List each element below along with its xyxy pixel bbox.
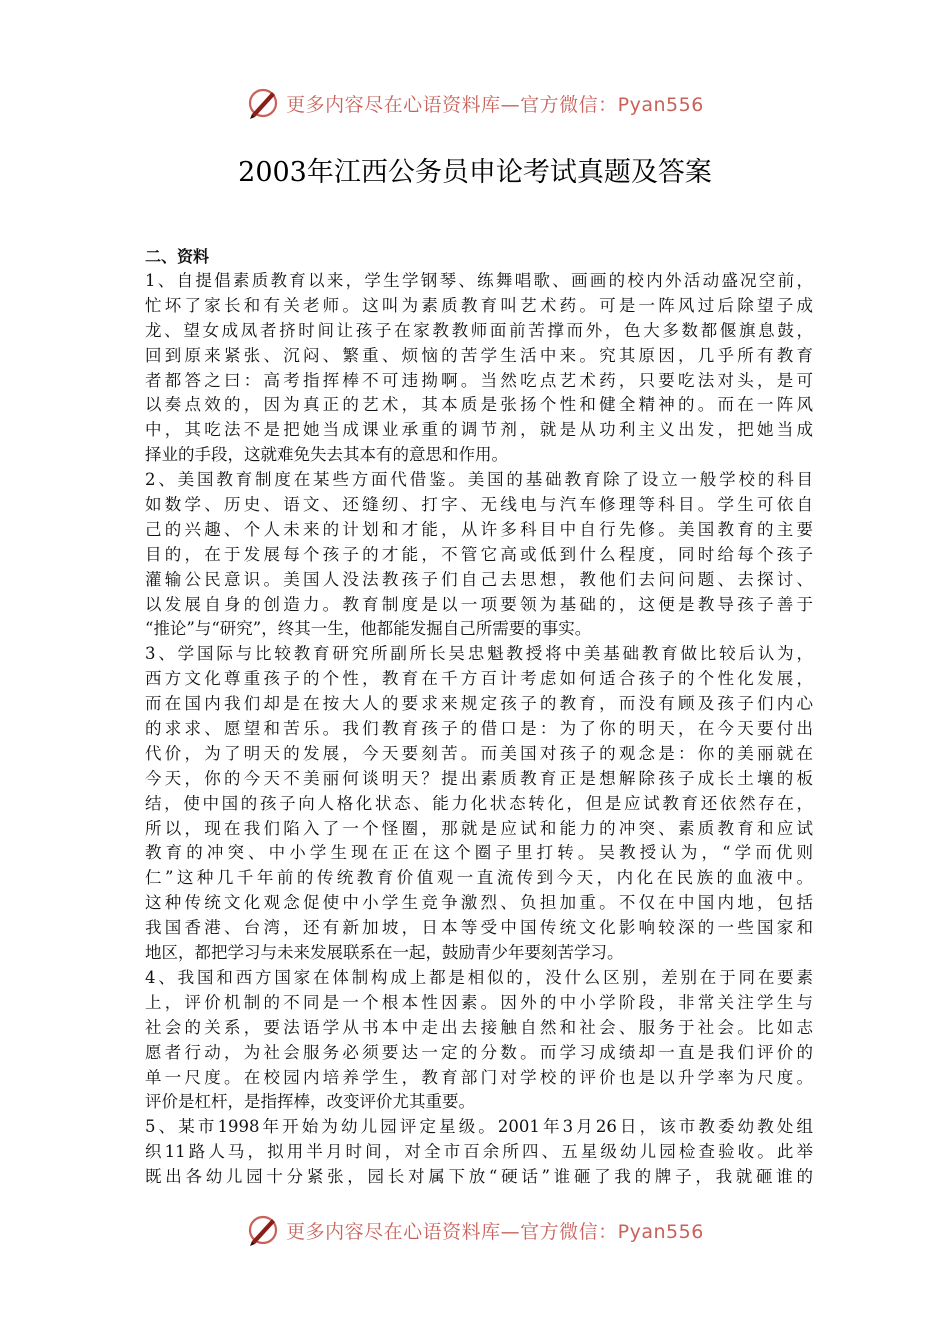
text-line: 既出各幼儿园十分紧张，园长对属下放“硬话”谁砸了我的牌子，我就砸谁的 <box>145 1167 813 1187</box>
pen-logo-icon <box>246 1213 280 1247</box>
text-line: 回到原来紧张、沉闷、繁重、烦恼的苦学生活中来。究其原因，几乎所有教育 <box>145 345 813 365</box>
text-line: 2、美国教育制度在某些方面代借鉴。美国的基础教育除了设立一般学校的科目 <box>145 470 813 490</box>
text-line: 的求求、愿望和苦乐。我们教育孩子的借口是：为了你的明天，在今天要付出 <box>145 719 813 739</box>
text-line: 如数学、历史、语文、还缝纫、打字、无线电与汽车修理等科目。学生可依自 <box>145 495 813 515</box>
header-watermark-banner <box>0 83 950 123</box>
text-line: 织11路人马，拟用半月时间，对全市百余所四、五星级幼儿园检查验收。此举 <box>145 1142 813 1162</box>
text-line: “推论”与“研究”，终其一生，他都能发掘自己所需要的事实。 <box>145 619 592 639</box>
text-line: 代价，为了明天的发展，今天要刻苦。而美国对孩子的观念是：你的美丽就在 <box>145 743 813 763</box>
text-line: 己的兴趣、个人未来的计划和才能，从许多科目中自行先修。美国教育的主要 <box>145 519 813 539</box>
text-line: 3、学国际与比较教育研究所副所长吴忠魁教授将中美基础教育做比较后认为， <box>145 644 813 664</box>
text-line: 我国香港、台湾，还有新加坡，日本等受中国传统文化影响较深的一些国家和 <box>145 918 813 938</box>
section-heading: 二、资料 <box>145 247 210 266</box>
text-line: 者都答之曰：高考指挥棒不可违拗啊。当然吃点艺术药，只要吃法对头，是可 <box>145 370 813 390</box>
text-line: 龙、望女成凤者挤时间让孩子在家教教师面前苦撑而外，色大多数都偃旗息鼓， <box>145 320 813 340</box>
watermark-text: 更多内容尽在心语资料库—官方微信：Pyan556 <box>286 93 704 116</box>
text-line: 社会的关系，要法语学从书本中走出去接触自然和社会、服务于社会。比如志 <box>145 1017 813 1037</box>
text-line: 教育的冲突、中小学生现在正在这个圈子里打转。吴教授认为，“学而优则 <box>145 843 813 863</box>
text-line: 以奏点效的，因为真正的艺术，其本质是张扬个性和健全精神的。而在一阵风 <box>145 395 813 415</box>
text-line: 单一尺度。在校园内培养学生，教育部门对学校的评价也是以升学率为尺度。 <box>145 1067 813 1087</box>
text-line: 所以，现在我们陷入了一个怪圈，那就是应试和能力的冲突、素质教育和应试 <box>145 818 813 838</box>
text-line: 仁”这种几千年前的传统教育价值观一直流传到今天，内化在民族的血液中。 <box>145 868 813 888</box>
text-line: 这种传统文化观念促使中小学生竞争激烈、负担加重。不仅在中国内地，包括 <box>145 893 813 913</box>
text-line: 评价是杠杆，是指挥棒，改变评价尤其重要。 <box>145 1092 475 1112</box>
text-line: 目的，在于发展每个孩子的才能，不管它高或低到什么程度，同时给每个孩子 <box>145 544 813 564</box>
watermark-text: 更多内容尽在心语资料库—官方微信：Pyan556 <box>286 1220 704 1243</box>
document-body <box>145 244 813 1190</box>
text-line: 中，其吃法不是把她当成课业承重的调节剂，就是从功利主义出发，把她当成 <box>145 420 813 440</box>
text-line: 择业的手段，这就难免失去其本有的意思和作用。 <box>145 445 508 465</box>
paragraph-lines <box>145 269 813 1190</box>
text-line: 今天，你的今天不美丽何谈明天？提出素质教育正是想解除孩子成长土壤的板 <box>145 768 813 788</box>
text-line: 结，使中国的孩子向人格化状态、能力化状态转化，但是应试教育还依然存在， <box>145 793 813 813</box>
text-line: 忙坏了家长和有关老师。这叫为素质教育叫艺术药。可是一阵风过后除望子成 <box>145 295 813 315</box>
text-line: 而在国内我们却是在按大人的要求来规定孩子的教育，而没有顾及孩子们内心 <box>145 694 813 714</box>
text-line: 地区，都把学习与未来发展联系在一起，鼓励青少年要刻苦学习。 <box>145 943 624 963</box>
pen-logo-icon <box>246 86 280 120</box>
footer-watermark-banner <box>0 1210 950 1250</box>
text-line: 灌输公民意识。美国人没法教孩子们自己去思想，教他们去问问题、去探讨、 <box>145 569 813 589</box>
text-line: 1、自提倡素质教育以来，学生学钢琴、练舞唱歌、画画的校内外活动盛况空前， <box>145 271 813 290</box>
text-line: 4、我国和西方国家在体制构成上都是相似的，没什么区别，差别在于同在要素 <box>145 967 813 987</box>
text-line: 5、某市1998年开始为幼儿园评定星级。2001年3月26日，该市教委幼教处组 <box>145 1117 813 1137</box>
text-line: 愿者行动，为社会服务必须要达一定的分数。而学习成绩却一直是我们评价的 <box>145 1042 813 1062</box>
text-line: 以发展自身的创造力。教育制度是以一项要领为基础的，这便是教导孩子善于 <box>145 594 813 614</box>
document-title: 2003年江西公务员申论考试真题及答案 <box>238 157 712 188</box>
text-line: 上，评价机制的不同是一个根本性因素。因外的中小学阶段，非常关注学生与 <box>145 992 813 1012</box>
text-line: 西方文化尊重孩子的个性，教育在千方百计考虑如何适合孩子的个性化发展， <box>145 669 813 689</box>
